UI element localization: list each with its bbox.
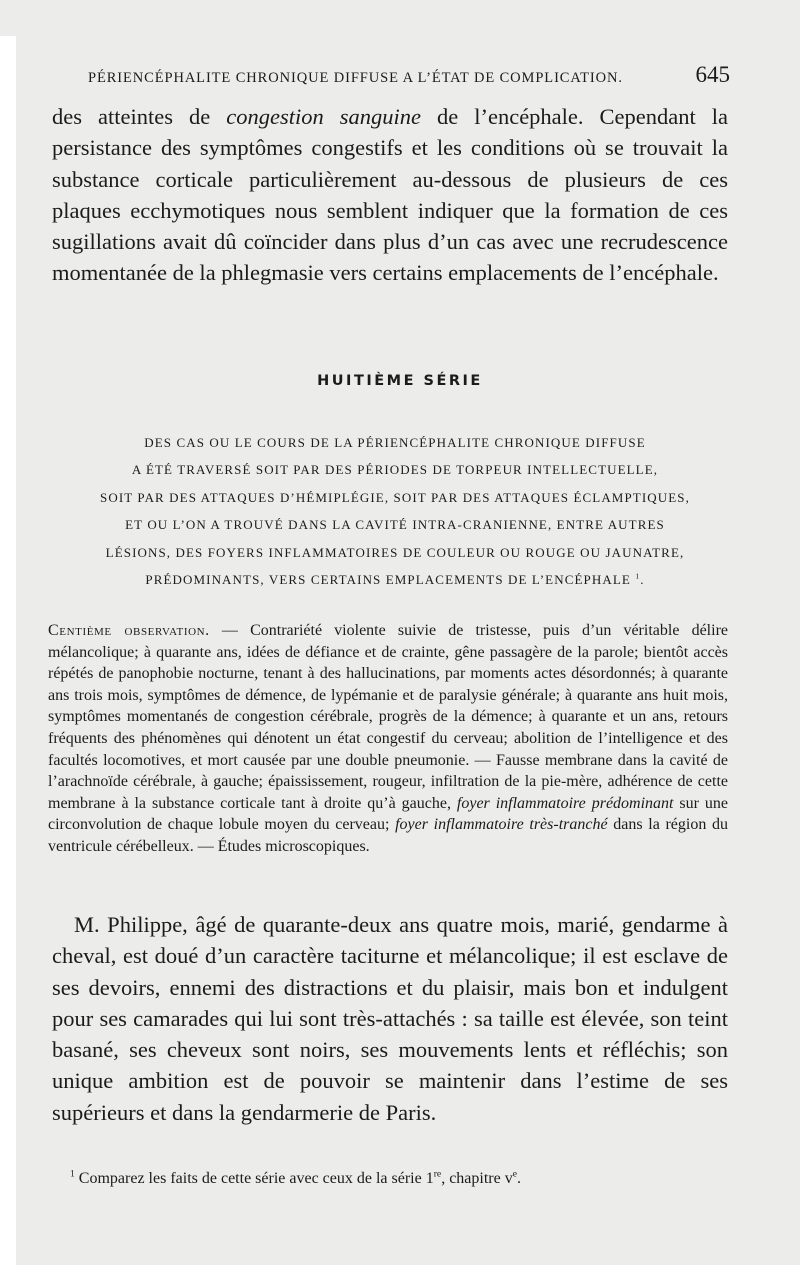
paragraph-1 — [52, 101, 728, 289]
series-description-last-line: PRÉDOMINANTS, VERS CERTAINS EMPLACEMENTS DE L’ENCÉPHALE $^1$. — [145, 571, 645, 588]
paragraph-2: M. Philippe, âgé de quarante-deux ans quatre mois, marié, gendarme à cheval, est doué d’un caractère taciturne et mélancolique; il est esclave de ses devoirs, ennemi des distractions et du plaisir, mais bon et indulgent pour ses camarades qui lui sont très-attachés : sa taille est élevée, son teint basané, ses cheveux sont noirs, ses mouvements lents et réfléchis; son unique ambition est de pouvoir se maintenir dans l’estime de ses supérieurs et dans la gendarmerie de Paris. — [52, 912, 728, 1125]
running-head: PÉRIENCÉPHALITE CHRONIQUE DIFFUSE A L’ÉTAT DE COMPLICATION. — [88, 70, 623, 86]
observation-label: Centième observation. — [48, 622, 210, 639]
series-description-line: LÉSIONS, DES FOYERS INFLAMMATOIRES DE COULEUR OU ROUGE OU JAUNATRE, — [105, 544, 685, 560]
observation-summary — [48, 620, 728, 858]
series-description-line: ET OU L’ON A TROUVÉ DANS LA CAVITÉ INTRA-CRANIENNE, ENTRE AUTRES — [125, 517, 665, 533]
footnote-superscript: re — [433, 1168, 442, 1180]
series-description — [60, 429, 730, 593]
footnote-marker: 1 — [70, 1168, 75, 1180]
text-run: des atteintes de — [52, 104, 227, 129]
text-run-italic: congestion sanguine — [226, 104, 421, 129]
series-description-line: A ÉTÉ TRAVERSÉ SOIT PAR DES PÉRIODES DE TORPEUR INTELLECTUELLE, — [131, 462, 659, 478]
page-number: 645 — [695, 62, 730, 87]
page-binding-edge — [0, 36, 16, 1265]
text-run-italic: foyer inflammatoire prédominant — [456, 794, 674, 812]
series-description-line: DES CAS OU LE COURS DE LA PÉRIENCÉPHALITE CHRONIQUE DIFFUSE — [144, 435, 646, 450]
footnote-text: Comparez les faits de cette série avec ceux de la série 1 — [74, 1170, 434, 1187]
text-run: dans la région du ventricule cérébelleux. — Études microscopiques. — [48, 816, 729, 855]
footnote-text: . — [516, 1170, 521, 1187]
footnote-reference: 1 — [635, 571, 641, 581]
text-run: sur une circonvolution de chaque lobule moyen du cerveau; — [48, 794, 729, 834]
page-header — [88, 62, 730, 94]
series-description-line: PRÉDOMINANTS, VERS CERTAINS EMPLACEMENTS DE L’ENCÉPHALE — [145, 572, 631, 588]
text-run: de l’encéphale. Cependant la persistance des symptômes congestifs et les conditions où se trouvait la substance corticale particulièrement au-dessous de plusieurs de ces plaques ecchymotiques nous semblent indiquer que la formation de ces sugillations avait dû coïncider dans plus d’un cas avec une recrudescence momentanée de la phlegmasie vers certains emplacements de l’encéphale. — [52, 104, 728, 286]
footnote — [70, 1168, 730, 1190]
text-run-italic: foyer inflammatoire très-tranché — [395, 816, 608, 834]
footnote-text: , chapitre v — [441, 1170, 513, 1187]
series-description-line: SOIT PAR DES ATTAQUES D’HÉMIPLÉGIE, SOIT PAR DES ATTAQUES ÉCLAMPTIQUES, — [100, 489, 690, 505]
footnote-superscript: e — [512, 1168, 517, 1180]
series-title: HUITIÈME SÉRIE — [317, 373, 483, 389]
text-run: — Contrariété violente suivie de tristesse, puis d’un véritable délire mélancolique; à quarante ans, idées de défiance et de crainte, gêne passagère de la parole; bientôt accès répétés de panophobie nocturne, tenant à des hallucinations, par moments actes désordonnés; à quarante ans trois mois, symptômes de démence, de lypémanie et de paralysie générale; à quarante ans huit mois, symptômes momentanés de congestion cérébrale, progrès de la démence; à quarante et un ans, retours fréquents des phénomènes qui dénotent un état congestif du cerveau; abolition de l’intelligence et des facultés locomotives, et mort causée par une double pneumonie. — Fausse membrane dans la cavité de l’arachnoïde cérébrale, à gauche; épaississement, rougeur, infiltration de la pie-mère, adhérence de cette membrane à la substance corticale tant à droite qu’à gauche, — [48, 622, 728, 812]
